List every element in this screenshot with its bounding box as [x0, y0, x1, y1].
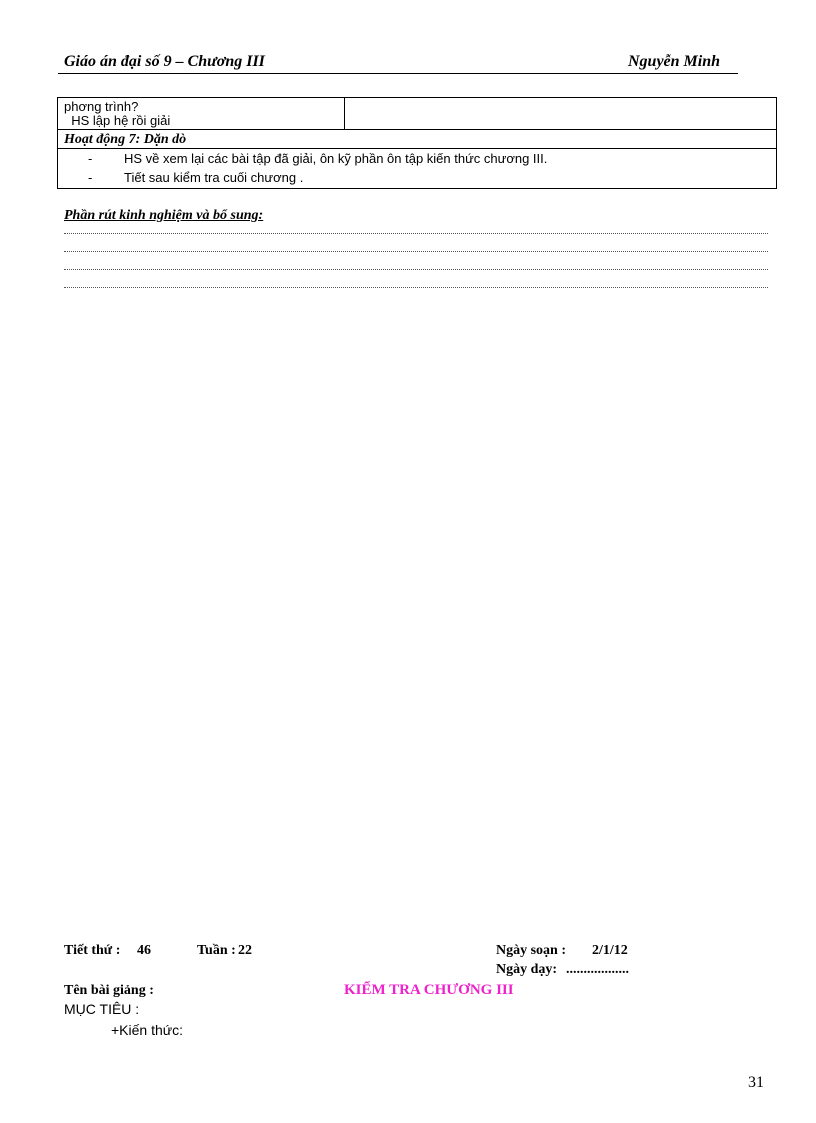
prepared-date-label: Ngày soạn :	[496, 943, 567, 958]
bullet-text: Tiết sau kiểm tra cuối chương .	[124, 170, 304, 185]
table-row	[58, 98, 776, 130]
dotted-line	[64, 287, 768, 288]
activity-title: Hoạt động 7: Dặn dò	[58, 130, 776, 149]
dotted-line	[64, 251, 768, 252]
bullet-text: HS về xem lại các bài tập đã giải, ôn kỹ phần ôn tập kiến thức chương III.	[124, 151, 548, 166]
notes-title: Phần rút kinh nghiệm và bổ sung:	[64, 208, 264, 223]
header-title: Giáo án đại số 9 – Chương III	[64, 53, 265, 70]
lesson-name-label: Tên bài giảng :	[64, 983, 154, 998]
activity-content	[58, 149, 776, 188]
prepared-date-value: 2/1/12	[592, 943, 628, 958]
taught-date-value: ..................	[566, 962, 629, 977]
list-item	[64, 149, 770, 168]
taught-date-label: Ngày dạy:	[496, 962, 558, 977]
period-label: Tiết thứ :	[64, 943, 121, 958]
table-cell-left	[58, 98, 345, 129]
bullet-dash: -	[88, 151, 93, 166]
period-value: 46	[137, 943, 151, 958]
lesson-name-value: KIỂM TRA CHƯƠNG III	[344, 982, 514, 998]
lesson-table	[57, 97, 777, 189]
header-author: Nguyễn Minh	[628, 53, 721, 70]
week-label: Tuần :	[197, 943, 236, 958]
table-cell-right	[345, 98, 776, 129]
knowledge-label: +Kiến thức:	[111, 1022, 184, 1038]
cell-line-1: phơng trình?	[64, 99, 139, 114]
list-item	[64, 168, 770, 187]
dotted-line	[64, 233, 768, 234]
dotted-line	[64, 269, 768, 270]
week-value: 22	[238, 943, 252, 958]
cell-line-2: HS lập hệ rồi giải	[64, 113, 171, 128]
objectives-label: MỤC TIÊU :	[64, 1001, 140, 1017]
page-number: 31	[748, 1074, 764, 1091]
header-rule	[58, 73, 738, 74]
bullet-dash: -	[88, 170, 93, 185]
